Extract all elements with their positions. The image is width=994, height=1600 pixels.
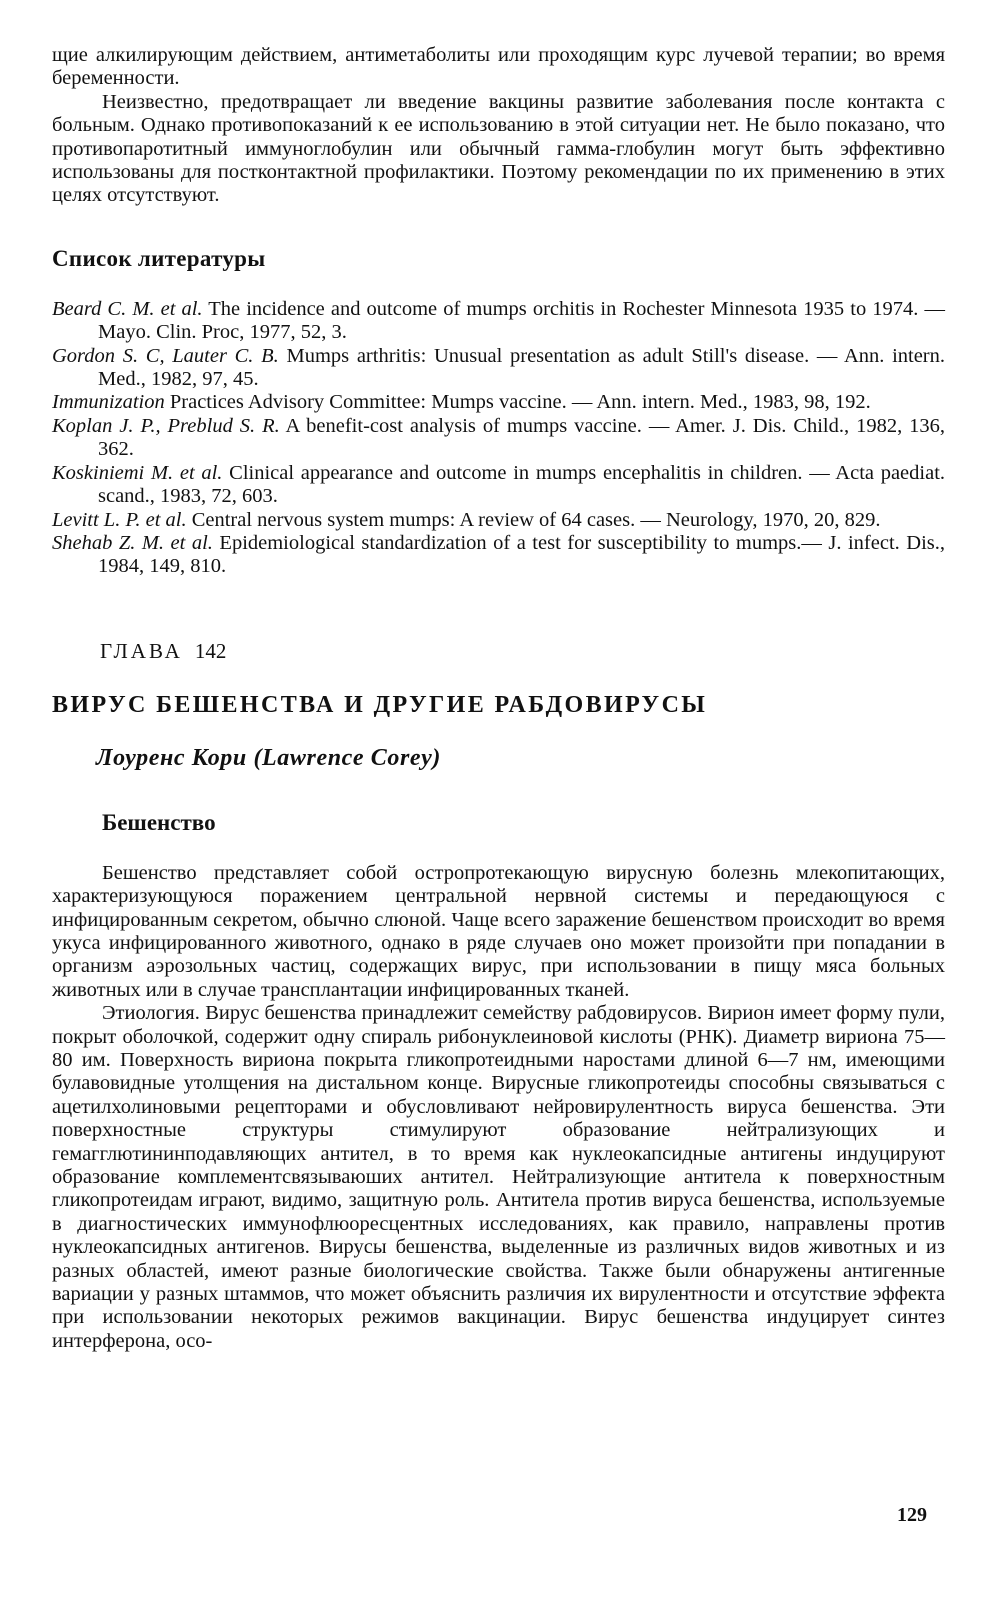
chapter-title: ВИРУС БЕШЕНСТВА И ДРУГИЕ РАБДОВИРУСЫ bbox=[52, 691, 708, 718]
intro-paragraph-1: щие алкилирующим действием, антиметаболиты или проходящим курс лучевой терапии; во время беременности. bbox=[52, 44, 945, 90]
chapter-number: 142 bbox=[194, 638, 227, 663]
reference-authors: Levitt L. P. et al. bbox=[52, 508, 187, 531]
reference-text: Mumps arthritis: Unusual presentation as adult Still's disease. — Ann. intern. Med., 1982, 97, 45. bbox=[98, 344, 946, 391]
reference-authors: Koplan J. P., Preblud S. R. bbox=[52, 414, 280, 437]
page-body bbox=[52, 44, 945, 1353]
reference-item bbox=[52, 462, 945, 509]
reference-text: Practices Advisory Committee: Mumps vaccine. — Ann. intern. Med., 1983, 98, 192. bbox=[169, 391, 871, 414]
chapter-label bbox=[100, 639, 945, 664]
intro-paragraph-2: Неизвестно, предотвращает ли введение вакцины развитие заболевания после контакта с больным. Однако противопоказаний к ее использованию в этой ситуации нет. Не было показано, что противопаротитный иммуноглобулин или обычный гамма-глобулин могут быть эффективно использованы для постконтактной профилактики. Поэтому рекомендации по их применению в этих целях отсутствуют. bbox=[52, 90, 945, 207]
reference-authors: Koskiniemi M. et al. bbox=[52, 461, 223, 484]
section-paragraph-2: Этиология. Вирус бешенства принадлежит семейству рабдовирусов. Вирион имеет форму пули, покрыт оболочкой, содержит одну спираль рибонуклеиновой кислоты (РНК). Диаметр вириона 75—80 им. Поверхность вириона покрыта гликопротеидными наростами длиной 6—7 нм, имеющими булавовидные утолщения на дистальном конце. Вирусные гликопротеиды способны связываться с ацетилхолиновыми рецепторами и обусловливают нейровирулентность вируса бешенства. Эти поверхностные структуры стимулируют образование нейтрализующих и гемагглютининподавляющих антител, в то время как нуклеокапсидные антигены индуцируют образование комплементсвязываюших антител. Нейтрализующие антитела к поверхностным гликопротеидам играют, видимо, защитную роль. Антитела против вируса бешенства, используемые в диагностических иммунофлюоресцентных исследованиях, как правило, направлены против нуклеокапсидных антигенов. Вирусы бешенства, выделенные из различных видов животных и из разных областей, имеют разные биологические свойства. Также были обнаружены антигенные вариации у разных штаммов, что может объяснить различия их вирулентности и отсутствие эффекта при использовании некоторых режимов вакцинации. Вирус бешенства индуцирует синтез интерферона, осо- bbox=[52, 1002, 945, 1352]
reference-text: The incidence and outcome of mumps orchitis in Rochester Minnesota 1935 to 1974. — Mayo. Clin. Proc, 1977, 52, 3. bbox=[98, 297, 945, 344]
references-heading: Список литературы bbox=[52, 245, 266, 271]
chapter-author: Лоуренс Кори (Lawrence Corey) bbox=[96, 744, 442, 771]
reference-authors: Immunization bbox=[52, 391, 165, 414]
references-list bbox=[52, 298, 945, 579]
page-number: 129 bbox=[897, 1504, 927, 1526]
reference-authors: Gordon S. C, Lauter C. B. bbox=[52, 344, 279, 367]
reference-item bbox=[52, 415, 945, 462]
section-heading: Бешенство bbox=[102, 809, 216, 835]
reference-text: Clinical appearance and outcome in mumps encephalitis in children. — Acta paediat. scand., 1983, 72, 603. bbox=[98, 461, 946, 508]
reference-text: Central nervous system mumps: A review of 64 cases. — Neurology, 1970, 20, 829. bbox=[191, 508, 881, 531]
reference-text: Epidemiological standardization of a test for susceptibility to mumps.— J. infect. Dis., 1984, 149, 810. bbox=[98, 531, 945, 578]
reference-text: A benefit-cost analysis of mumps vaccine. — Amer. J. Dis. Child., 1982, 136, 362. bbox=[98, 414, 946, 461]
chapter-label-word: ГЛАВА bbox=[100, 638, 183, 663]
reference-authors: Shehab Z. M. et al. bbox=[52, 531, 213, 554]
section-paragraph-1: Бешенство представляет собой остропротекающую вирусную болезнь млекопитающих, характеризующуюся поражением центральной нервной системы и передающуюся с инфицированным секретом, обычно слюной. Чаще всего заражение бешенством происходит во время укуса инфицированного животного, однако в ряде случаев оно может произойти при попадании в организм аэрозольных частиц, содержащих вирус, при использовании в пищу мяса больных животных или в случае трансплантации инфицированных тканей. bbox=[52, 861, 945, 1001]
reference-authors: Beard C. M. et al. bbox=[52, 297, 203, 320]
reference-item bbox=[52, 391, 945, 414]
reference-item bbox=[52, 509, 945, 532]
reference-item bbox=[52, 298, 945, 345]
reference-item bbox=[52, 345, 945, 392]
reference-item bbox=[52, 532, 945, 579]
